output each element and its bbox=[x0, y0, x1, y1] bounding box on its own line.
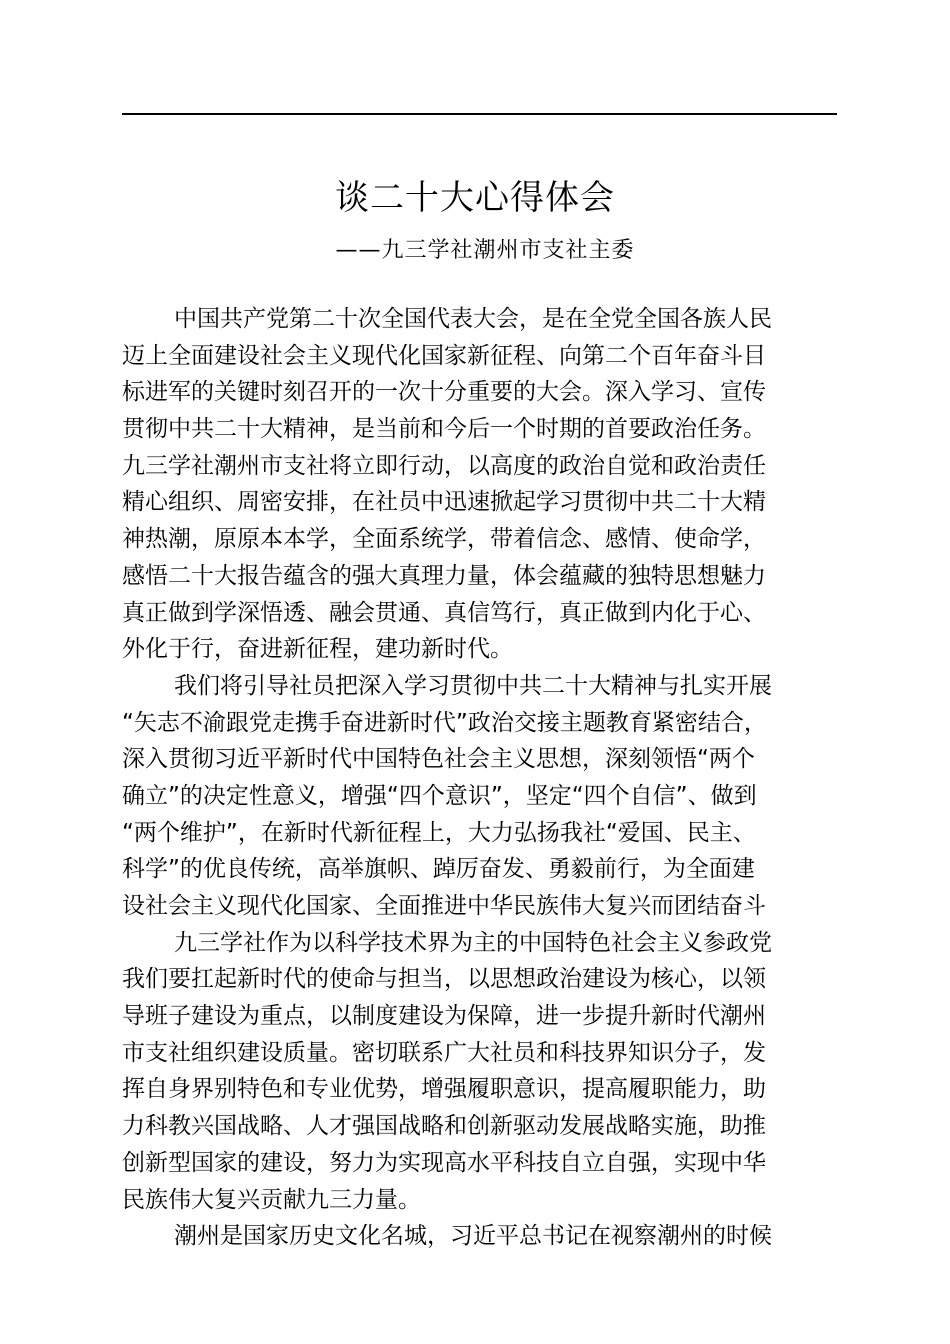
body-text bbox=[122, 301, 842, 1255]
text-line: 标进军的关键时刻召开的一次十分重要的大会。深入学习、宣传 bbox=[122, 379, 766, 406]
text-line: 我们要扛起新时代的使命与担当，以思想政治建设为核心，以领 bbox=[122, 966, 766, 993]
text-line: “矢志不渝跟党走携手奋进新时代”政治交接主题教育紧密结合， bbox=[122, 709, 767, 736]
text-line: 力科教兴国战略、人才强国战略和创新驱动发展战略实施，助推 bbox=[122, 1113, 766, 1140]
text-line: 潮州是国家历史文化名城，习近平总书记在视察潮州的时候 bbox=[174, 1223, 772, 1250]
text-line: 九三学社潮州市支社将立即行动，以高度的政治自觉和政治责任 bbox=[122, 452, 766, 479]
text-line: 精心组织、周密安排，在社员中迅速掀起学习贯彻中共二十大精 bbox=[122, 489, 766, 516]
text-line: 深入贯彻习近平新时代中国特色社会主义思想，深刻领悟“两个 bbox=[122, 746, 755, 773]
text-line: 九三学社作为以科学技术界为主的中国特色社会主义参政党 bbox=[174, 929, 772, 956]
text-line: 中国共产党第二十次全国代表大会，是在全党全国各族人民 bbox=[174, 306, 772, 332]
text-line: 神热潮，原原本本学，全面系统学，带着信念、感情、使命学， bbox=[122, 526, 766, 553]
document-title: 谈二十大心得体会 bbox=[335, 178, 615, 218]
text-line: 我们将引导社员把深入学习贯彻中共二十大精神与扎实开展 bbox=[174, 672, 772, 699]
text-line: 真正做到学深悟透、融会贯通、真信笃行，真正做到内化于心、 bbox=[122, 599, 766, 626]
text-line: 创新型国家的建设，努力为实现高水平科技自立自强，实现中华 bbox=[122, 1149, 766, 1176]
text-line: 设社会主义现代化国家、全面推进中华民族伟大复兴而团结奋斗 bbox=[122, 893, 766, 919]
text-line: 市支社组织建设质量。密切联系广大社员和科技界知识分子，发 bbox=[122, 1039, 766, 1066]
text-line: “两个维护”，在新时代新征程上，大力弘扬我社“爱国、民主、 bbox=[122, 819, 756, 846]
text-line: 挥自身界别特色和专业优势，增强履职意识，提高履职能力，助 bbox=[122, 1076, 766, 1103]
text-line: 导班子建设为重点，以制度建设为保障，进一步提升新时代潮州 bbox=[122, 1003, 766, 1030]
text-line: 感悟二十大报告蕴含的强大真理力量，体会蕴藏的独特思想魅力 bbox=[122, 562, 766, 589]
text-line: 贯彻中共二十大精神，是当前和今后一个时期的首要政治任务。 bbox=[122, 416, 766, 443]
text-line: 民族伟大复兴贡献九三力量。 bbox=[122, 1186, 421, 1213]
text-line: 外化于行，奋进新征程，建功新时代。 bbox=[122, 636, 513, 663]
text-line: 确立”的决定性意义，增强“四个意识”，坚定“四个自信”、做到 bbox=[122, 782, 757, 809]
text-line: 迈上全面建设社会主义现代化国家新征程、向第二个百年奋斗目 bbox=[122, 342, 766, 369]
text-line: 科学”的优良传统，高举旗帜、踔厉奋发、勇毅前行，为全面建 bbox=[122, 856, 755, 883]
document-subtitle: ——九三学社潮州市支社主委 bbox=[335, 238, 635, 263]
header-rule bbox=[122, 113, 837, 115]
